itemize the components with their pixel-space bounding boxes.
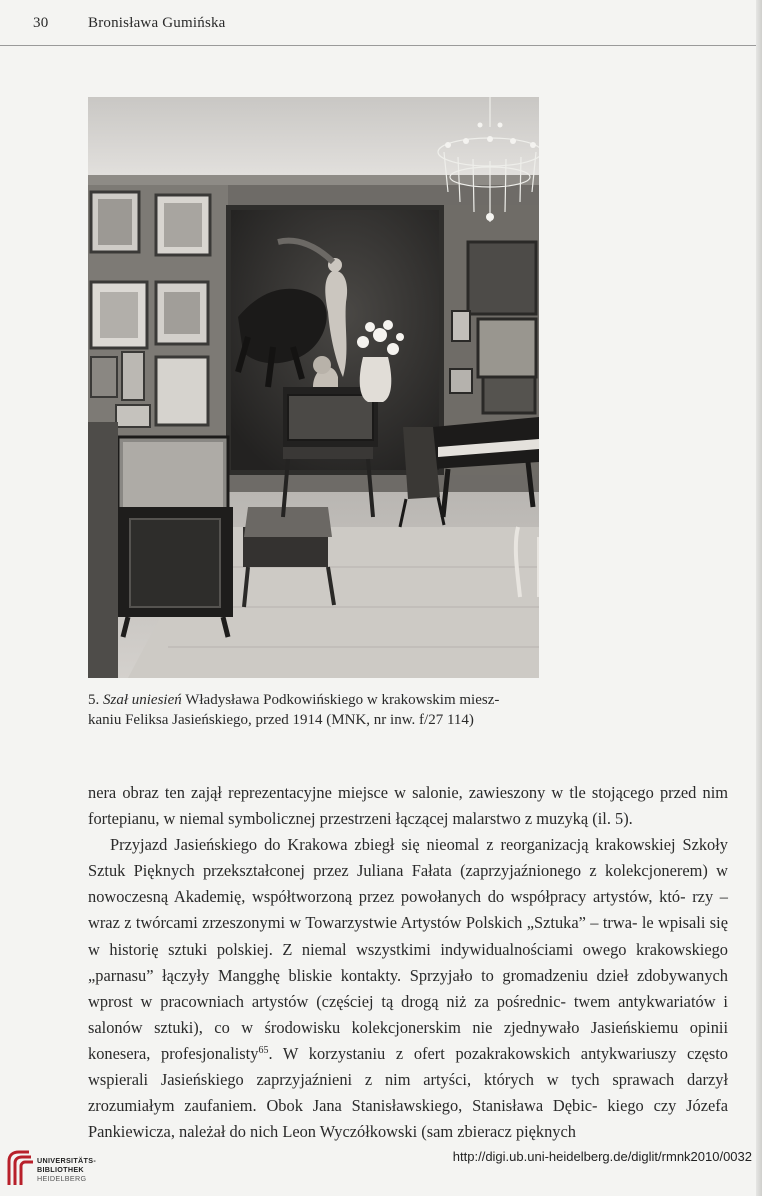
page-edge-shadow (756, 0, 762, 1196)
figure-caption (88, 690, 548, 730)
library-logo-icon (5, 1149, 37, 1189)
running-head (33, 15, 226, 32)
library-name (37, 1156, 96, 1183)
body-text (88, 780, 728, 1145)
page-number: 30 (33, 15, 49, 31)
caption-number: 5. (88, 692, 100, 708)
logo-line-3: HEIDELBERG (37, 1174, 87, 1183)
author-name: Bronisława Gumińska (88, 15, 226, 31)
paragraph-2-text-b: . W korzystaniu z ofert pozakrakowskich antykwariuszy często wspierali Jasieńskiego zaprzyjaźnieni z nim artyści, których w tych sprawach darzył zrozumiałym zaufaniem. Obok Jana Stanisławskiego, Stanisława Dębic- kiego czy Józefa Pankiewicza, należał do nich Leon Wyczółkowski (sam zbieracz pięknych (88, 1043, 729, 1142)
logo-line-2: BIBLIOTHEK (37, 1165, 84, 1174)
caption-title: Szał uniesień (103, 692, 182, 708)
footnote-ref[interactable]: 65 (258, 1044, 269, 1056)
caption-line-1 (88, 690, 548, 710)
interior-photograph (88, 97, 539, 678)
source-url[interactable]: http://digi.ub.uni-heidelberg.de/diglit/rmnk2010/0032 (452, 1149, 752, 1164)
paragraph-2 (88, 832, 728, 1145)
paragraph-1: nera obraz ten zajął reprezentacyjne miejsce w salonie, zawieszony w tle stojącego przed nim fortepianu, w niemal symbolicznej przestrzeni łączącej malarstwo z muzyką (il. 5). (88, 783, 728, 829)
caption-line1-rest: Władysława Podkowińskiego w krakowskim miesz- (181, 692, 500, 708)
caption-line-2: kaniu Feliksa Jasieńskiego, przed 1914 (MNK, nr inw. f/27 114) (88, 712, 474, 728)
header-rule (0, 45, 756, 46)
logo-line-1: UNIVERSITÄTS- (37, 1156, 97, 1165)
paragraph-2-text-a: Przyjazd Jasieńskiego do Krakowa zbiegł się nieomal z reorganizacją krakowskiej Szkoły Sztuk Pięknych przekształconej przez Juliana Fałata (zaprzyjaźnionego z kolekcjonerem) w nowoczesną Akademię, współtworzoną przez powołanych do współpracy artystów, któ- rzy – wraz z twórcami zrzeszonymi w Towarzystwie Artystów Polskich „Sztuka” – trwa- le wpisali się w historię sztuki polskiej. Z niemal wszystkimi indywidualnościami owego krakowskiego „parnasu” łączyły Mangghę bliskie kontakty. Sprzyjało to gromadzeniu dzieł zdobywanych wprost w pracowniach artystów (częściej tą drogą niż za pośrednic- twem antykwariatów i salonów sztuki), co w środowisku kolekcjonerskim nie zjednywało Jasieńskiemu opinii konesera, profesjonalisty (88, 835, 728, 1063)
